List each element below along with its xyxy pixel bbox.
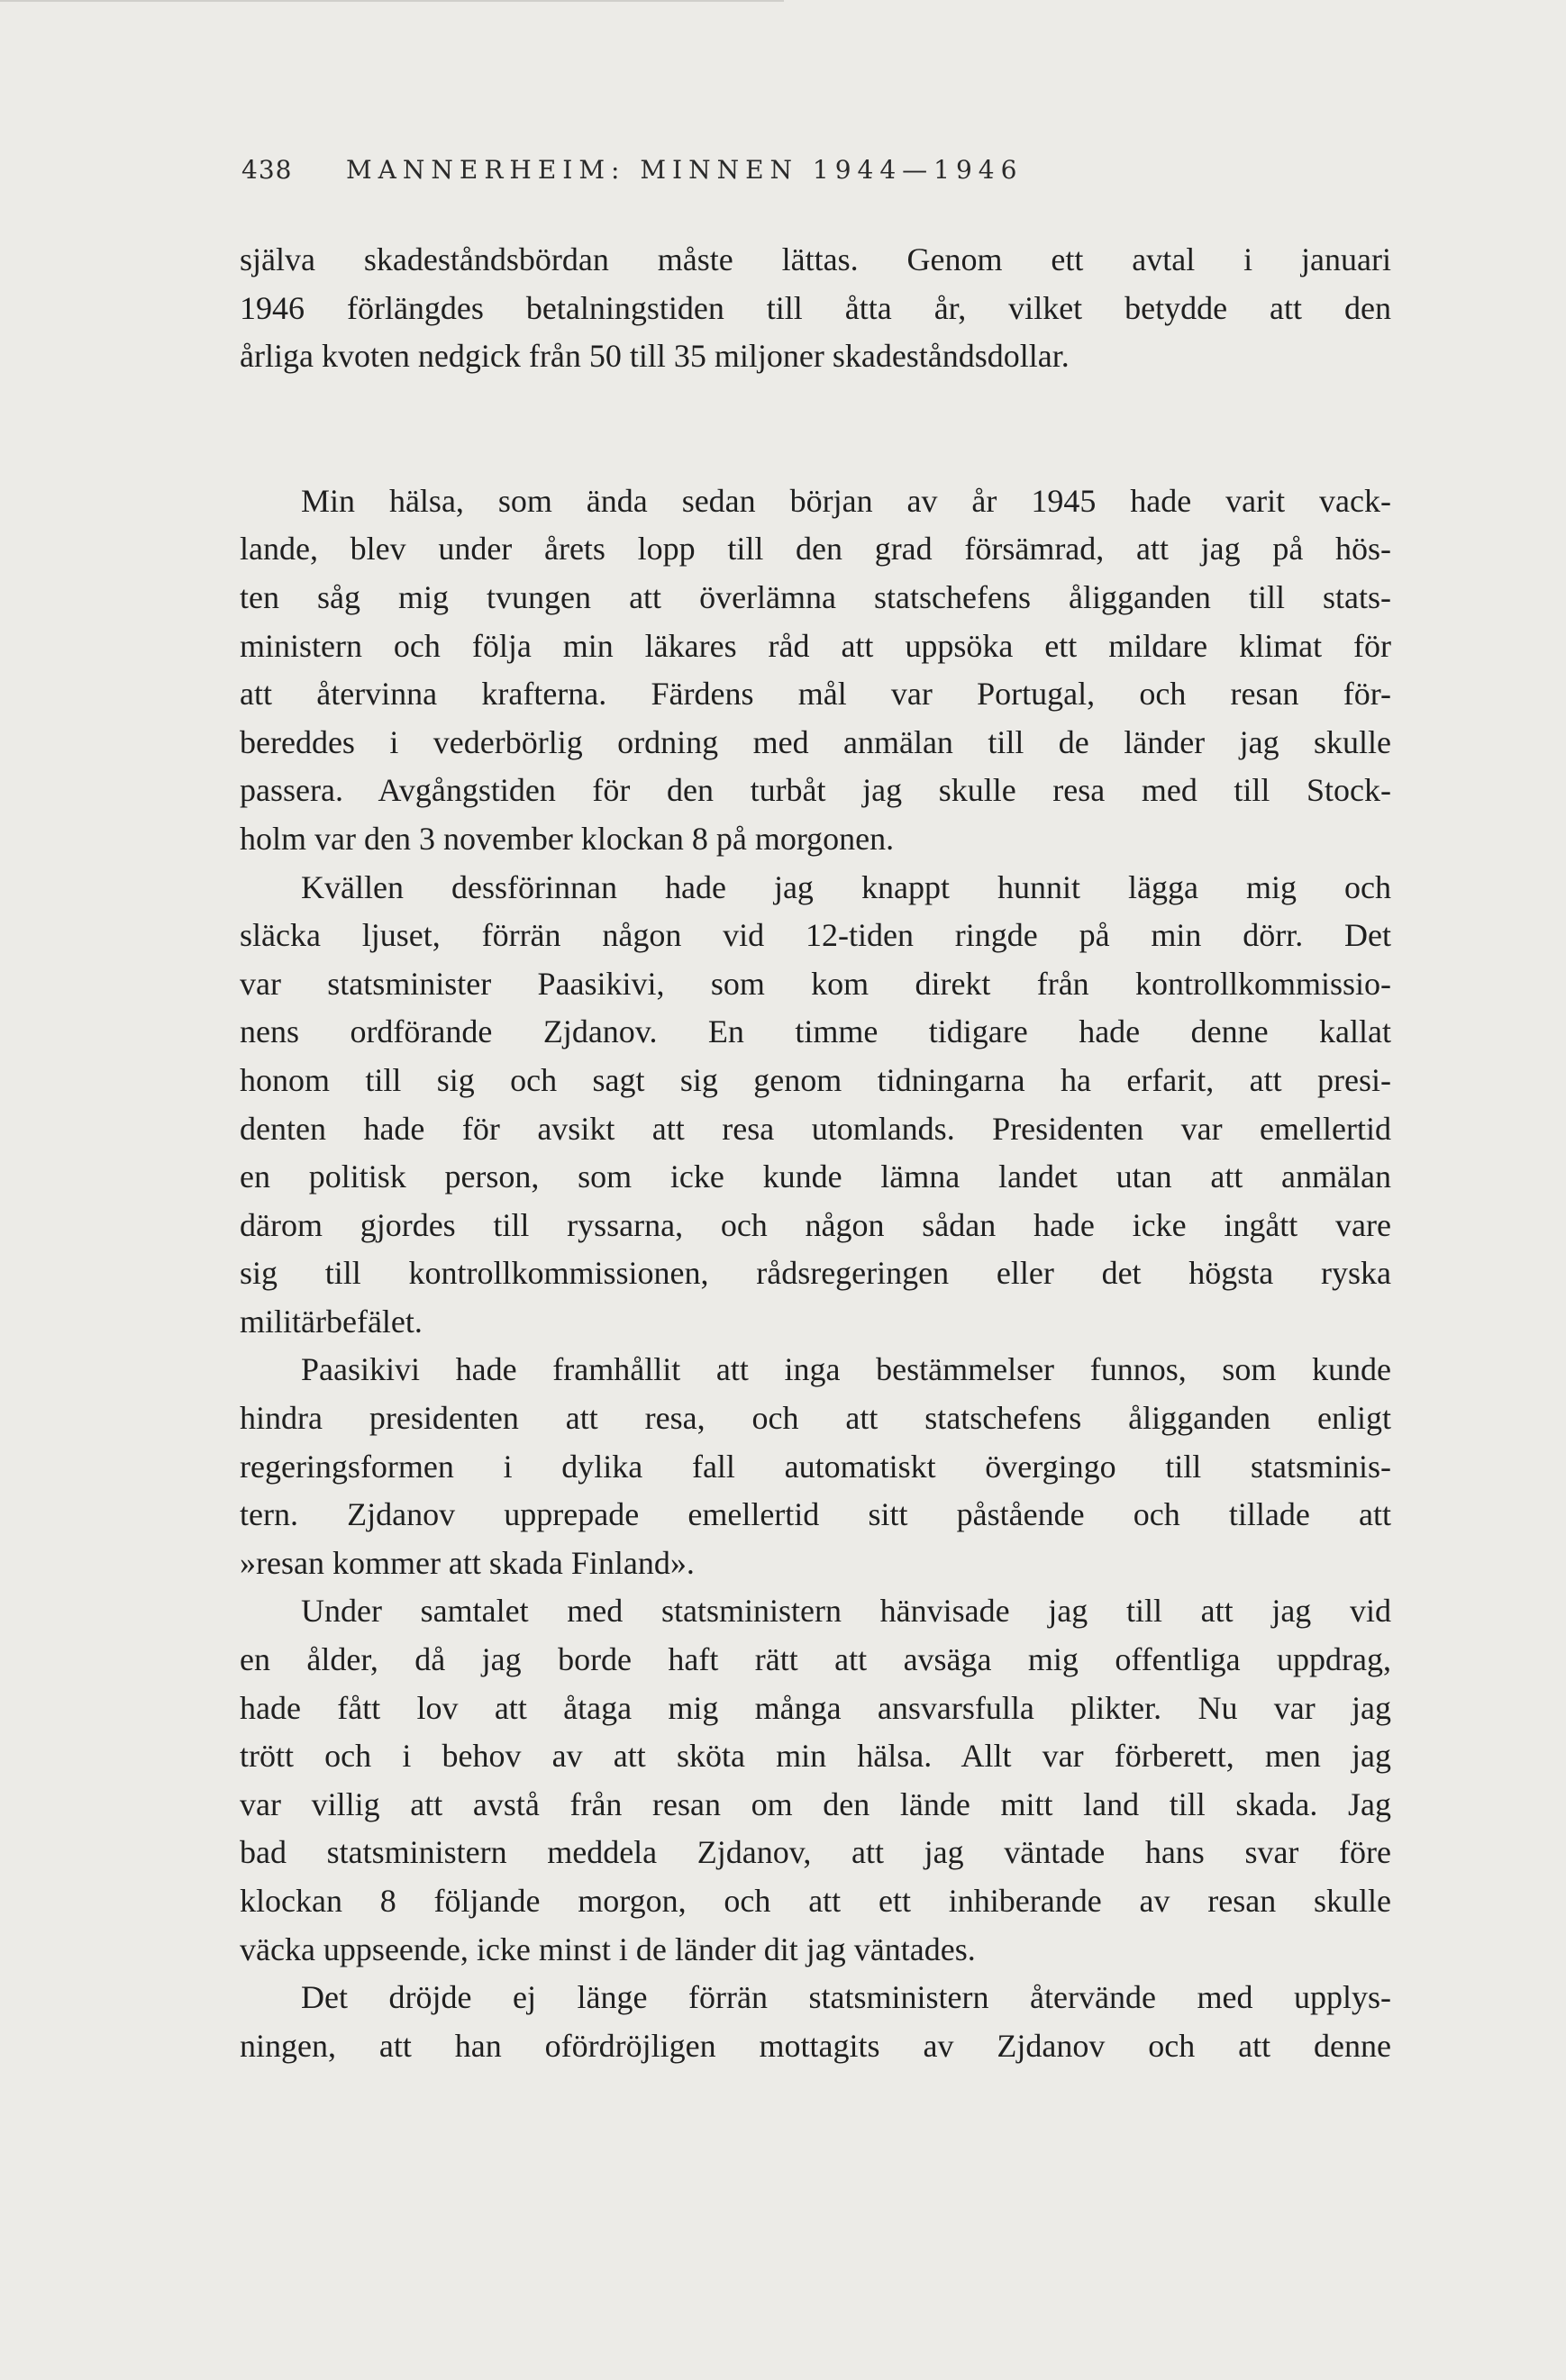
text-line: var statsminister Paasikivi, som kom direkt från kontrollkommissio-: [240, 965, 1391, 1002]
text-line: »resan kommer att skada Finland».: [240, 1544, 695, 1581]
text-line: klockan 8 följande morgon, och att ett inhiberande av resan skulle: [240, 1883, 1391, 1919]
text-line: en ålder, då jag borde haft rätt att avsäga mig offentliga uppdrag,: [240, 1641, 1391, 1678]
text-line: bereddes i vederbörlig ordning med anmälan till de länder jag skulle: [240, 723, 1391, 760]
text-line: ministern och följa min läkares råd att uppsöka ett mildare klimat för: [240, 627, 1391, 664]
text-line: ningen, att han ofördröjligen mottagits av Zjdanov och att denne: [240, 2027, 1391, 2064]
body-text: [240, 236, 1391, 2070]
running-header: [241, 155, 1395, 185]
text-line: Min hälsa, som ända sedan början av år 1945 hade varit vack-: [301, 482, 1391, 519]
text-line: att återvinna krafterna. Färdens mål var Portugal, och resan för-: [240, 676, 1391, 713]
text-line: årliga kvoten nedgick från 50 till 35 miljoner skadeståndsdollar.: [240, 338, 1070, 375]
text-line: regeringsformen i dylika fall automatiskt övergingo till statsminis-: [240, 1448, 1391, 1485]
top-edge-rule: [0, 0, 784, 2]
text-line: holm var den 3 november klockan 8 på morgonen.: [240, 820, 895, 857]
text-line: hade fått lov att åtaga mig många ansvarsfulla plikter. Nu var jag: [240, 1689, 1391, 1726]
text-line: honom till sig och sagt sig genom tidningarna ha erfarit, att presi-: [240, 1061, 1391, 1098]
paragraph: [240, 1587, 1391, 1974]
text-line: lande, blev under årets lopp till den grad försämrad, att jag på hös-: [240, 531, 1391, 568]
text-line: tern. Zjdanov upprepade emellertid sitt påstående och tillade att: [240, 1496, 1391, 1533]
text-line: Under samtalet med statsministern hänvisade jag till att jag vid: [301, 1593, 1391, 1630]
section-gap: [240, 381, 1391, 477]
page-number: 438: [241, 155, 293, 185]
paragraph: [240, 477, 1391, 864]
text-line: själva skadeståndsbördan måste lättas. Genom ett avtal i januari: [240, 241, 1391, 277]
text-line: passera. Avgångstiden för den turbåt jag skulle resa med till Stock-: [240, 772, 1391, 809]
text-line: sig till kontrollkommissionen, rådsregeringen eller det högsta ryska: [240, 1255, 1391, 1292]
text-line: militärbefälet.: [240, 1303, 423, 1340]
paragraph: [240, 1346, 1391, 1587]
text-line: trött och i behov av att sköta min hälsa. Allt var förberett, men jag: [240, 1738, 1391, 1775]
text-line: var villig att avstå från resan om den lände mitt land till skada. Jag: [240, 1785, 1391, 1822]
text-line: hindra presidenten att resa, och att statschefens åligganden enligt: [240, 1400, 1391, 1437]
paragraph: [240, 864, 1391, 1347]
text-line: bad statsministern meddela Zjdanov, att jag väntade hans svar före: [240, 1834, 1391, 1871]
text-line: 1946 förlängdes betalningstiden till åtta år, vilket betydde att den: [240, 289, 1391, 326]
text-line: denten hade för avsikt att resa utomlands. Presidenten var emellertid: [240, 1110, 1391, 1147]
running-title: MANNERHEIM: MINNEN 1944—1946: [346, 155, 1024, 185]
text-line: nens ordförande Zjdanov. En timme tidigare hade denne kallat: [240, 1013, 1391, 1050]
text-line: Det dröjde ej länge förrän statsministern återvände med upplys-: [301, 1979, 1391, 2016]
text-line: släcka ljuset, förrän någon vid 12-tiden ringde på min dörr. Det: [240, 917, 1391, 954]
text-line: ten såg mig tvungen att överlämna statschefens åligganden till stats-: [240, 578, 1391, 615]
paragraph: [240, 1974, 1391, 2070]
text-line: en politisk person, som icke kunde lämna landet utan att anmälan: [240, 1158, 1391, 1195]
paragraph: [240, 236, 1391, 381]
text-line: Paasikivi hade framhållit att inga bestämmelser funnos, som kunde: [301, 1351, 1391, 1388]
text-line: därom gjordes till ryssarna, och någon sådan hade icke ingått vare: [240, 1206, 1391, 1243]
text-line: Kvällen dessförinnan hade jag knappt hunnit lägga mig och: [301, 868, 1391, 905]
text-line: väcka uppseende, icke minst i de länder dit jag väntades.: [240, 1930, 976, 1967]
